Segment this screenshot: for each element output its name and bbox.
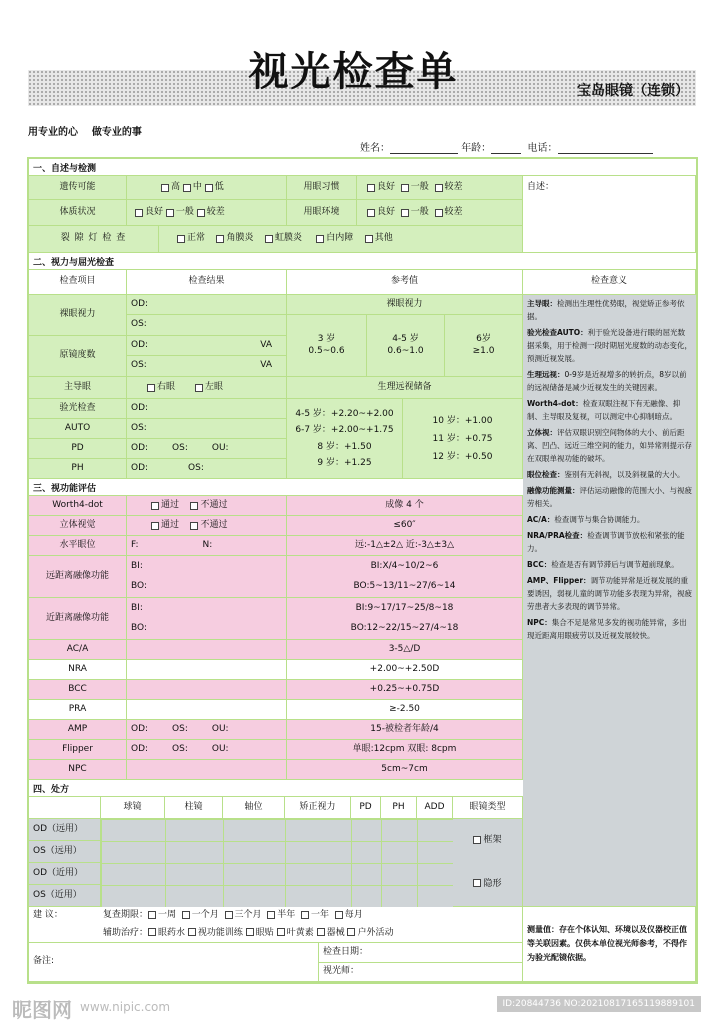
checkbox[interactable] xyxy=(135,209,143,217)
section-2-title: 二、视力与屈光检查 xyxy=(29,253,696,270)
near-fusion-label: 近距离融像功能 xyxy=(29,598,127,640)
name-label: 姓名： xyxy=(360,143,390,154)
checkbox[interactable] xyxy=(225,911,233,919)
rx-col-sphere: 球镜 xyxy=(101,797,165,819)
phoria-ref: 远:-1△±2△ 近:-3△±3△ xyxy=(287,536,523,556)
checkbox[interactable] xyxy=(401,184,409,192)
far-fusion-values[interactable]: BI: BO: xyxy=(127,556,287,598)
measurement-note: 测量值：存在个体认知、环境以及仪器校正值等关联因素。仅供本单位视光师参考，不得作为验光配镜依据。 xyxy=(523,907,696,982)
checkbox[interactable] xyxy=(301,911,309,919)
meaning-item xyxy=(527,513,692,526)
amp-values[interactable]: OD: OS: OU: xyxy=(127,720,287,740)
amp-ref: 15-被检者年龄/4 xyxy=(287,720,523,740)
grid-line xyxy=(417,819,418,907)
rx-col-pd: PD xyxy=(351,797,381,819)
meaning-key: 主导眼： xyxy=(527,299,557,308)
checkbox[interactable] xyxy=(216,235,224,243)
checkbox[interactable] xyxy=(367,209,375,217)
ref-age-3: 3 岁 0.5~0.6 xyxy=(287,315,367,377)
checkbox[interactable] xyxy=(190,522,198,530)
age-label: 年龄： xyxy=(461,143,492,154)
refraction-label: 验光检查 xyxy=(29,399,127,419)
near-fusion-ref: BI:9~17/17~25/8~18 BO:12~22/15~27/4~18 xyxy=(287,598,523,640)
stereo-options[interactable]: 通过 不通过 xyxy=(127,516,287,536)
ref-age-6: 6岁 ≥1.0 xyxy=(445,315,523,377)
section-1-title: 一、自述与检测 xyxy=(29,159,696,176)
checkbox[interactable] xyxy=(473,879,481,887)
checkbox[interactable] xyxy=(183,184,191,192)
pra-ref: ≥-2.50 xyxy=(287,700,523,720)
meaning-text: 检测出生理性优势眼，视觉矫正参考依据。 xyxy=(527,299,685,321)
environment-label: 用眼环境 xyxy=(287,200,357,226)
phone-field[interactable] xyxy=(558,144,653,154)
aca-ref: 3-5△/D xyxy=(287,640,523,660)
exam-form xyxy=(27,157,698,984)
habit-options[interactable]: 良好 一般 较差 xyxy=(357,176,523,200)
checkbox[interactable] xyxy=(277,928,285,936)
slogan: 用专业的心 做专业的事 xyxy=(28,127,142,138)
slitlamp-options[interactable]: 正常 角膜炎 虹膜炎 白内障 其他 xyxy=(159,226,523,253)
meaning-item xyxy=(527,368,692,394)
rx-col-axis: 轴位 xyxy=(223,797,285,819)
meaning-text: 集合不足是常见多发的视功能异常，多出现近距离用眼疲劳以及近视发展较快。 xyxy=(527,618,687,640)
ph-label: PH xyxy=(29,459,127,479)
reserve-left: 4-5 岁：+2.20~+2.00 6-7 岁：+2.00~+1.75 8 岁：+1.50 9 岁：+1.25 xyxy=(287,399,403,479)
pd-values[interactable]: OD: OS: OU: xyxy=(127,439,287,459)
flipper-ref: 单眼:12cpm 双眼: 8cpm xyxy=(287,740,523,760)
col-result: 检查结果 xyxy=(127,270,287,295)
col-ref: 参考值 xyxy=(287,270,523,295)
checkbox[interactable] xyxy=(335,911,343,919)
remarks-field[interactable]: 备注: xyxy=(29,943,319,982)
checkbox[interactable] xyxy=(267,911,275,919)
bcc-value[interactable] xyxy=(127,680,287,700)
ph-values[interactable]: OD: OS: xyxy=(127,459,287,479)
checkbox[interactable] xyxy=(177,235,185,243)
name-field[interactable] xyxy=(390,144,458,154)
checkbox[interactable] xyxy=(473,836,481,844)
heredity-options[interactable]: 高 中 低 xyxy=(127,176,287,200)
checkbox[interactable] xyxy=(401,209,409,217)
naked-ref-title: 裸眼视力 xyxy=(287,295,523,315)
rx-corner xyxy=(29,797,101,819)
meaning-key: BCC： xyxy=(527,560,552,569)
checkbox[interactable] xyxy=(347,928,355,936)
eye-habit-label: 用眼习惯 xyxy=(287,176,357,200)
meaning-text: 评估运动融像的范围大小、与视疲劳相关。 xyxy=(527,486,692,508)
meaning-key: NPC： xyxy=(527,618,552,627)
watermark-site: 昵图网 xyxy=(12,998,72,1022)
checkbox[interactable] xyxy=(147,384,155,392)
checkbox[interactable] xyxy=(265,235,273,243)
meaning-key: Worth4-dot： xyxy=(527,399,583,408)
rx-row-os-far: OS（远用） xyxy=(29,841,101,863)
rx-col-cyl: 柱镜 xyxy=(165,797,223,819)
env-options[interactable]: 良好 一般 较差 xyxy=(357,200,523,226)
orig-os[interactable]: OS: VA xyxy=(127,356,287,377)
self-report-field[interactable]: 自述： xyxy=(523,176,696,253)
meaning-key: NRA/PRA检查： xyxy=(527,531,588,540)
stereo-ref: ≤60″ xyxy=(287,516,523,536)
meaning-item xyxy=(527,426,692,465)
meaning-item xyxy=(527,574,692,613)
grid-line xyxy=(381,819,382,907)
flipper-values[interactable]: OD: OS: OU: xyxy=(127,740,287,760)
meaning-key: 生理远视： xyxy=(527,370,565,379)
meaning-key: AC/A： xyxy=(527,515,555,524)
aca-value[interactable] xyxy=(127,640,287,660)
page-title: 视光检查单 xyxy=(248,49,459,95)
meaning-text: 评估双眼识别空间物体的大小、前后距离、凹凸、远近三维空间的能力，如异常则提示存在双眼单视功能的破坏。 xyxy=(527,428,692,463)
nra-ref: +2.00~+2.50D xyxy=(287,660,523,680)
flipper-label: Flipper xyxy=(29,740,127,760)
shop-name: 宝岛眼镜（连锁） xyxy=(577,83,689,99)
checkbox[interactable] xyxy=(161,184,169,192)
section-3-title: 三、视功能评估 xyxy=(29,479,696,496)
reserve-right: 10 岁：+1.00 11 岁：+0.75 12 岁：+0.50 xyxy=(403,399,523,479)
checkbox[interactable] xyxy=(435,184,443,192)
checkbox[interactable] xyxy=(435,209,443,217)
pra-value[interactable] xyxy=(127,700,287,720)
rx-col-va: 矫正视力 xyxy=(285,797,351,819)
checkbox[interactable] xyxy=(197,209,205,217)
meaning-text: 利于验光设备进行眼的屈光数据采集，用于检测一段时期屈光度数的动态变化，预测近视发展。 xyxy=(527,328,692,363)
meaning-item xyxy=(527,484,692,510)
auto-os[interactable]: OS: xyxy=(127,419,287,439)
frame-option[interactable]: 框架 xyxy=(473,835,501,846)
orig-od[interactable]: OD: VA xyxy=(127,336,287,356)
rx-col-type: 眼镜类型 xyxy=(453,797,523,819)
section-4-title: 四、处方 xyxy=(29,780,523,797)
meaning-key: 融像功能测量： xyxy=(527,486,580,495)
checkbox[interactable] xyxy=(195,384,203,392)
ref-age-4-5: 4-5 岁 0.6~1.0 xyxy=(367,315,445,377)
naked-os[interactable]: OS: xyxy=(127,315,287,336)
physique-options[interactable]: 良好 一般 较差 xyxy=(127,200,287,226)
meaning-text: 检查是否有调节滞后与调节超前现象。 xyxy=(551,560,679,569)
auto-label: AUTO xyxy=(29,419,127,439)
watermark-url: www.nipic.com xyxy=(80,1000,171,1014)
phoria-label: 水平眼位 xyxy=(29,536,127,556)
meaning-key: 验光检查AUTO： xyxy=(527,328,588,337)
meaning-list xyxy=(523,295,696,647)
grid-line xyxy=(351,819,352,907)
auto-od[interactable]: OD: xyxy=(127,399,287,419)
checkbox[interactable] xyxy=(148,928,156,936)
pd-label: PD xyxy=(29,439,127,459)
npc-ref: 5cm~7cm xyxy=(287,760,523,780)
meaning-item xyxy=(527,558,692,571)
meaning-text: 0-9岁是近视增多的转折点，8岁以前的远视储备是减少近视发生的关键因素。 xyxy=(527,370,687,392)
bcc-ref: +0.25~+0.75D xyxy=(287,680,523,700)
orig-lens-label: 原镜度数 xyxy=(29,336,127,377)
meaning-text: 检查双眼注视下有无融像、抑制、主导眼及复视，可以测定中心抑制暗点。 xyxy=(527,399,681,421)
naked-vision-label: 裸眼视力 xyxy=(29,295,127,336)
advice-block[interactable]: 建 议： 复查期限： 一周 一个月 三个月 半年 一年 每月 辅助治疗： 眼药水 视功能训练 眼贴 叶黄素 器械 户外活动 xyxy=(29,907,523,943)
worth-ref: 成像 4 个 xyxy=(287,496,523,516)
col-meaning: 检查意义 xyxy=(523,270,696,295)
grid-line xyxy=(285,819,286,907)
worth-label: Worth4-dot xyxy=(29,496,127,516)
lens-type-options[interactable] xyxy=(453,819,523,907)
checkbox[interactable] xyxy=(166,209,174,217)
stereo-label: 立体视觉 xyxy=(29,516,127,536)
col-item: 检查项目 xyxy=(29,270,127,295)
far-fusion-label: 远距离融像功能 xyxy=(29,556,127,598)
patient-info xyxy=(360,139,653,154)
meaning-key: AMP、Flipper： xyxy=(527,576,591,585)
dominant-eye-label: 主导眼 xyxy=(29,377,127,399)
checkbox[interactable] xyxy=(317,928,325,936)
optometrist-field[interactable]: 视光师： xyxy=(319,963,523,982)
checkbox[interactable] xyxy=(246,928,254,936)
meaning-item xyxy=(527,326,692,365)
meaning-text: 检查调节与集合协调能力。 xyxy=(554,515,645,524)
rx-col-add: ADD xyxy=(417,797,453,819)
meaning-text: 鉴别有无斜视，以及斜视量的大小。 xyxy=(564,470,685,479)
grid-line xyxy=(165,819,166,907)
rx-value-grid[interactable] xyxy=(101,819,453,907)
contact-option[interactable]: 隐形 xyxy=(473,879,501,890)
bcc-label: BCC xyxy=(29,680,127,700)
meaning-item xyxy=(527,616,692,642)
checkbox[interactable] xyxy=(148,911,156,919)
exam-date-field[interactable]: 检查日期： xyxy=(319,943,523,963)
far-fusion-ref: BI:X/4~10/2~6 BO:5~13/11~27/6~14 xyxy=(287,556,523,598)
grid-line xyxy=(223,819,224,907)
rx-row-od-far: OD（远用） xyxy=(29,819,101,841)
checkbox[interactable] xyxy=(151,522,159,530)
dominant-options[interactable]: 右眼 左眼 xyxy=(127,377,287,399)
rx-row-od-near: OD（近用） xyxy=(29,863,101,885)
meaning-item xyxy=(527,397,692,423)
checkbox[interactable] xyxy=(205,184,213,192)
worth-options[interactable]: 通过 不通过 xyxy=(127,496,287,516)
meaning-item xyxy=(527,297,692,323)
physique-label: 体质状况 xyxy=(29,200,127,226)
meaning-key: 立体视： xyxy=(527,428,557,437)
checkbox[interactable] xyxy=(190,502,198,510)
phoria-values[interactable]: F: N: xyxy=(127,536,287,556)
checkbox[interactable] xyxy=(316,235,324,243)
checkbox[interactable] xyxy=(151,502,159,510)
watermark-id: ID:20844736 NO:20210817165119889101 xyxy=(497,996,702,1012)
amp-label: AMP xyxy=(29,720,127,740)
npc-value[interactable] xyxy=(127,760,287,780)
meaning-text: 调节功能异常是近视发展的重要诱因，弱视儿童的调节功能多表现为异常，视疲劳患者大多表现的调节异常。 xyxy=(527,576,692,611)
naked-od[interactable]: OD: xyxy=(127,295,287,315)
phone-label: 电话： xyxy=(527,143,558,154)
npc-label: NPC xyxy=(29,760,127,780)
checkbox[interactable] xyxy=(367,184,375,192)
meaning-panel xyxy=(523,295,696,907)
rx-row-os-near: OS（近用） xyxy=(29,885,101,907)
meaning-item xyxy=(527,468,692,481)
aca-label: AC/A xyxy=(29,640,127,660)
meaning-text: 检查调节调节放松和紧张的能力。 xyxy=(527,531,685,553)
age-field[interactable] xyxy=(491,144,521,154)
reserve-title: 生理远视储备 xyxy=(287,377,523,399)
checkbox[interactable] xyxy=(365,235,373,243)
slitlamp-label: 裂 隙 灯 检 查 xyxy=(29,226,159,253)
meaning-key: 眼位检查： xyxy=(527,470,565,479)
nra-label: NRA xyxy=(29,660,127,680)
near-fusion-values[interactable]: BI: BO: xyxy=(127,598,287,640)
checkbox[interactable] xyxy=(188,928,196,936)
nra-value[interactable] xyxy=(127,660,287,680)
meaning-item xyxy=(527,529,692,555)
pra-label: PRA xyxy=(29,700,127,720)
rx-col-ph: PH xyxy=(381,797,417,819)
checkbox[interactable] xyxy=(182,911,190,919)
heredity-label: 遗传可能 xyxy=(29,176,127,200)
